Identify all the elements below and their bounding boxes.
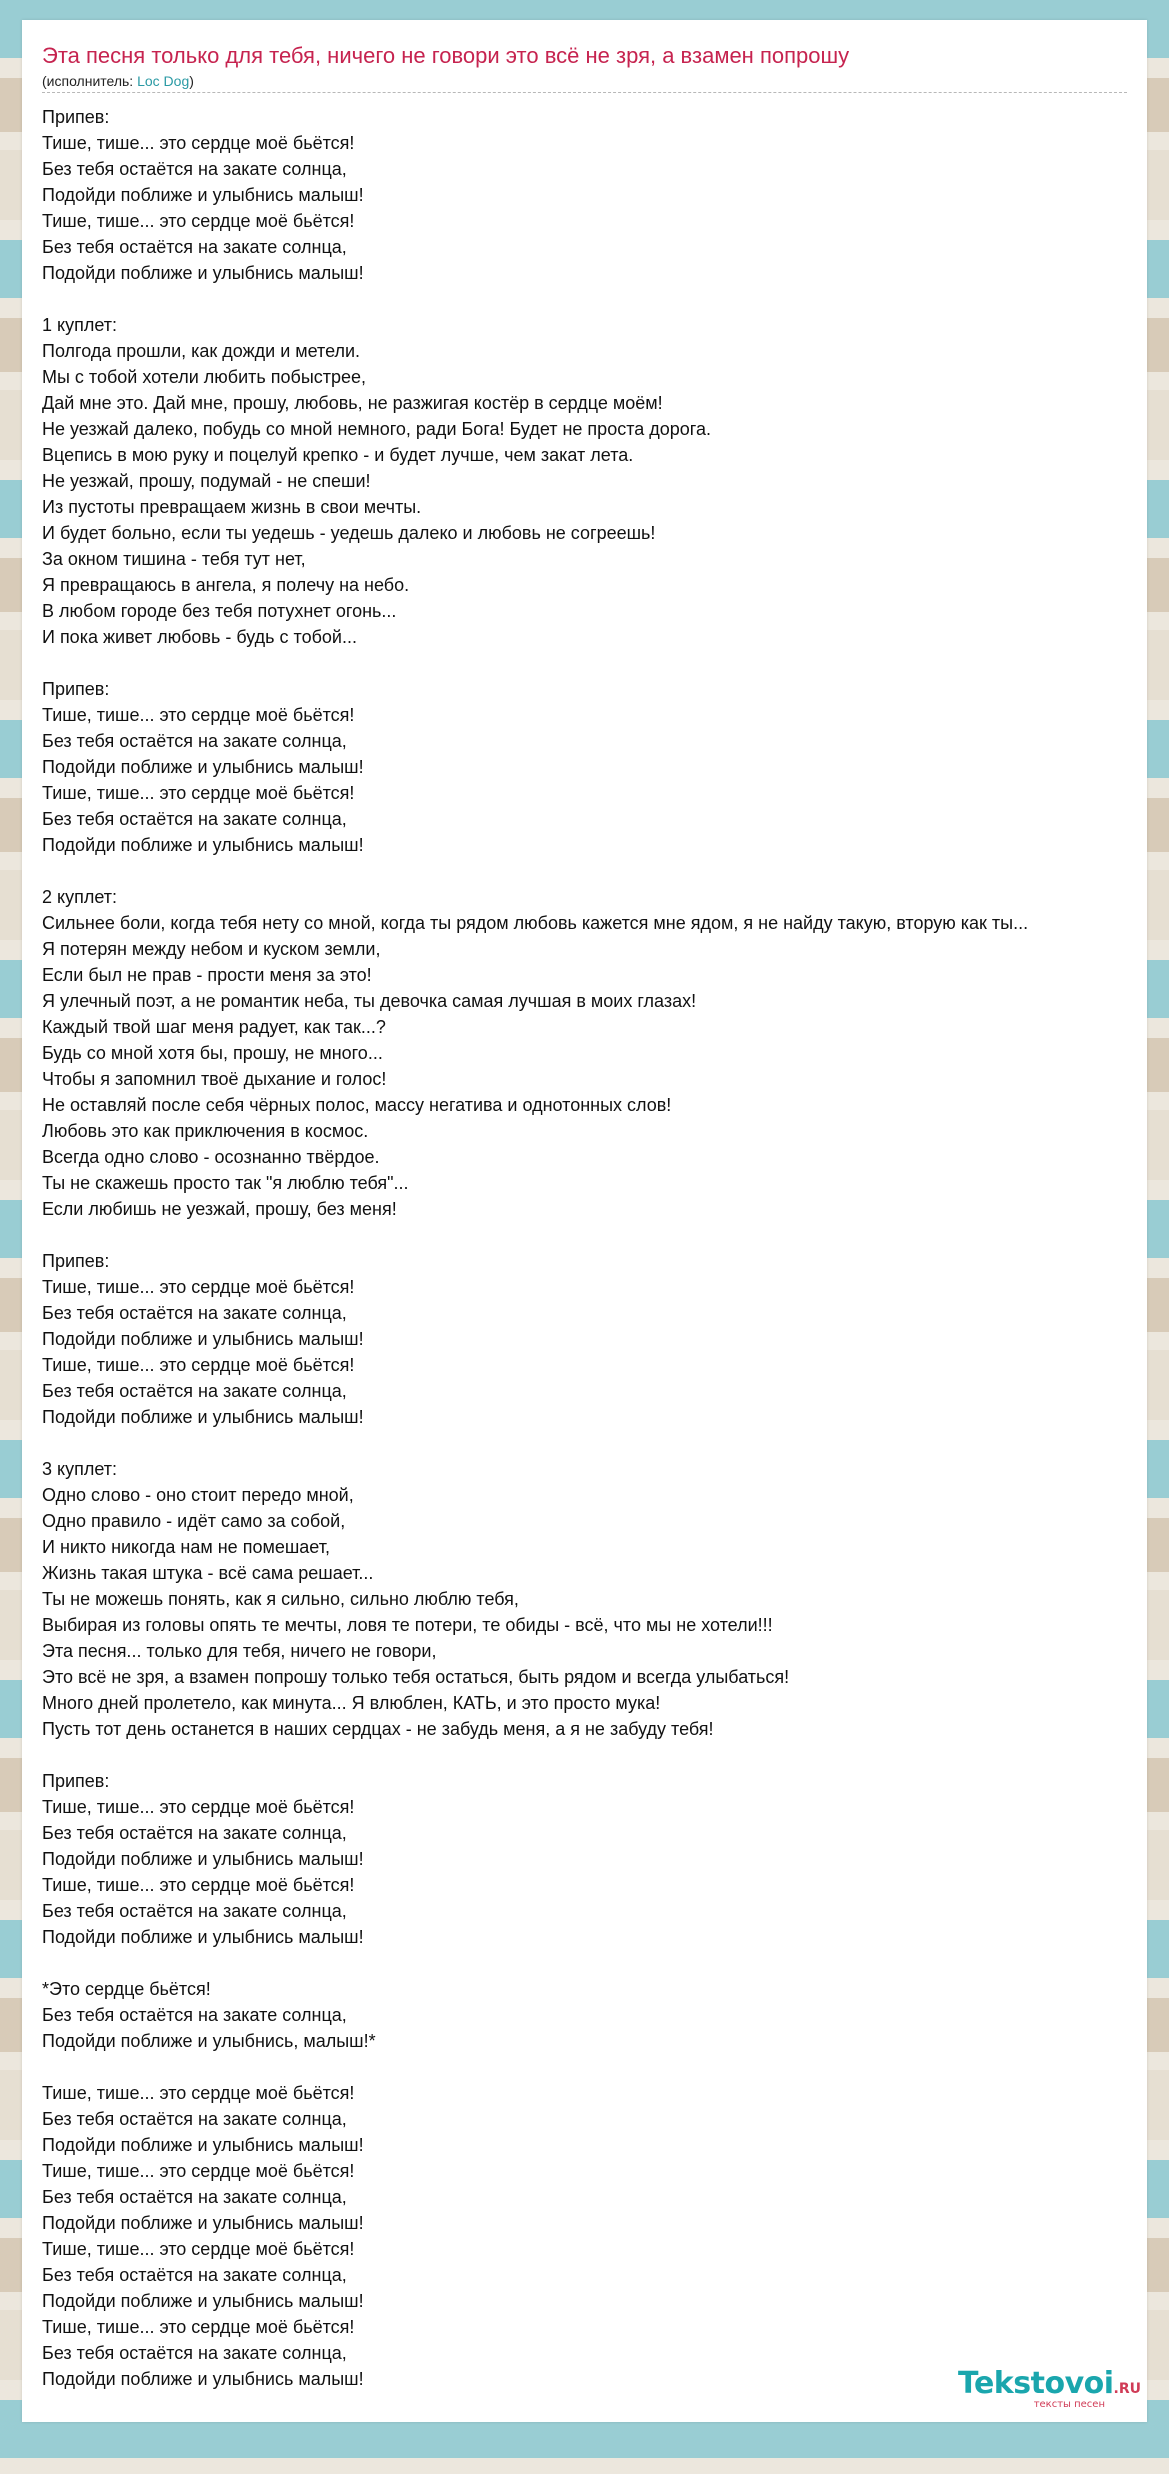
song-title: Эта песня только для тебя, ничего не говори это всё не зря, а взамен попрошу bbox=[42, 43, 850, 68]
lyrics-card bbox=[22, 20, 1147, 2422]
lyrics-text: Припев: Тише, тише... это сердце моё бьётся! Без тебя остаётся на закате солнца, Подойди поближе и улыбнись малыш! Тише, тише... это сердце моё бьётся! Без тебя остаётся на закате солнца, Подойди поближе и улыбнись малыш! 1 куплет: Полгода прошли, как дожди и метели. Мы с тобой хотели любить побыстрее, Дай мне это. Дай мне, прошу, любовь, не разжигая костёр в сердце моём! Не уезжай далеко, побудь со мной немного, ради Бога! Будет не проста дорога. Вцепись в мою руку и поцелуй крепко - и будет лучше, чем закат лета. Не уезжай, прошу, подумай - не спеши! Из пустоты превращаем жизнь в свои мечты. И будет больно, если ты уедешь - уедешь далеко и любовь не согреешь! За окном тишина - тебя тут нет, Я превращаюсь в ангела, я полечу на небо. В любом городе без тебя потухнет огонь... И пока живет любовь - будь с тобой... Припев: Тише, тише... это сердце моё бьётся! Без тебя остаётся на закате солнца, Подойди поближе и улыбнись малыш! Тише, тише... это сердце моё бьётся! Без тебя остаётся на закате солнца, Подойди поближе и улыбнись малыш! 2 куплет: Сильнее боли, когда тебя нету со мной, когда ты рядом любовь кажется мне ядом, я не найду такую, вторую как ты... Я потерян между небом и куском земли, Если был не прав - прости меня за это! Я улечный поэт, а не романтик неба, ты девочка самая лучшая в моих глазах! Каждый твой шаг меня радует, как так...? Будь со мной хотя бы, прошу, не много... Чтобы я запомнил твоё дыхание и голос! Не оставляй после себя чёрных полос, массу негатива и однотонных слов! Любовь это как приключения в космос. Всегда одно слово - осознанно твёрдое. Ты не скажешь просто так "я люблю тебя"... Если любишь не уезжай, прошу, без меня! Припев: Тише, тише... это сердце моё бьётся! Без тебя остаётся на закате солнца, Подойди поближе и улыбнись малыш! Тише, тише... это сердце моё бьётся! Без тебя остаётся на закате солнца, Подойди поближе и улыбнись малыш! 3 куплет: Одно слово - оно стоит передо мной, Одно правило - идёт само за собой, И никто никогда нам не помешает, Жизнь такая штука - всё сама решает... Ты не можешь понять, как я сильно, сильно люблю тебя, Выбирая из головы опять те мечты, ловя те потери, те обиды - всё, что мы не хотели!!! Эта песня... только для тебя, ничего не говори, Это всё не зря, а взамен попрошу только тебя остаться, быть рядом и всегда улыбаться! Много дней пролетело, как минута... Я влюблен, КАТЬ, и это просто мука! Пусть тот день останется в наших сердцах - не забудь меня, а я не забуду тебя! Припев: Тише, тише... это сердце моё бьётся! Без тебя остаётся на закате солнца, Подойди поближе и улыбнись малыш! Тише, тише... это сердце моё бьётся! Без тебя остаётся на закате солнца, Подойди поближе и улыбнись малыш! *Это сердце бьётся! Без тебя остаётся на закате солнца, Подойди поближе и улыбнись, малыш!* Тише, тише... это сердце моё бьётся! Без тебя остаётся на закате солнца, Подойди поближе и улыбнись малыш! Тише, тише... это сердце моё бьётся! Без тебя остаётся на закате солнца, Подойди поближе и улыбнись малыш! Тише, тише... это сердце моё бьётся! Без тебя остаётся на закате солнца, Подойди поближе и улыбнись малыш! Тише, тише... это сердце моё бьётся! Без тебя остаётся на закате солнца, Подойди поближе и улыбнись малыш! bbox=[42, 107, 1029, 2389]
logo-name: Tekstovoi bbox=[957, 2366, 1114, 2401]
artist-suffix: ) bbox=[189, 73, 194, 89]
logo-tld: .RU bbox=[1113, 2381, 1141, 2397]
logo-tagline: тексты песен bbox=[1033, 2399, 1105, 2410]
artist-link[interactable]: Loc Dog bbox=[137, 73, 190, 89]
header-divider bbox=[42, 92, 1127, 93]
artist-line bbox=[42, 72, 1127, 90]
artist-prefix: (исполнитель: bbox=[42, 73, 138, 89]
logo-wordmark bbox=[931, 2368, 1141, 2400]
site-logo[interactable] bbox=[931, 2368, 1141, 2410]
song-header bbox=[42, 42, 1127, 90]
